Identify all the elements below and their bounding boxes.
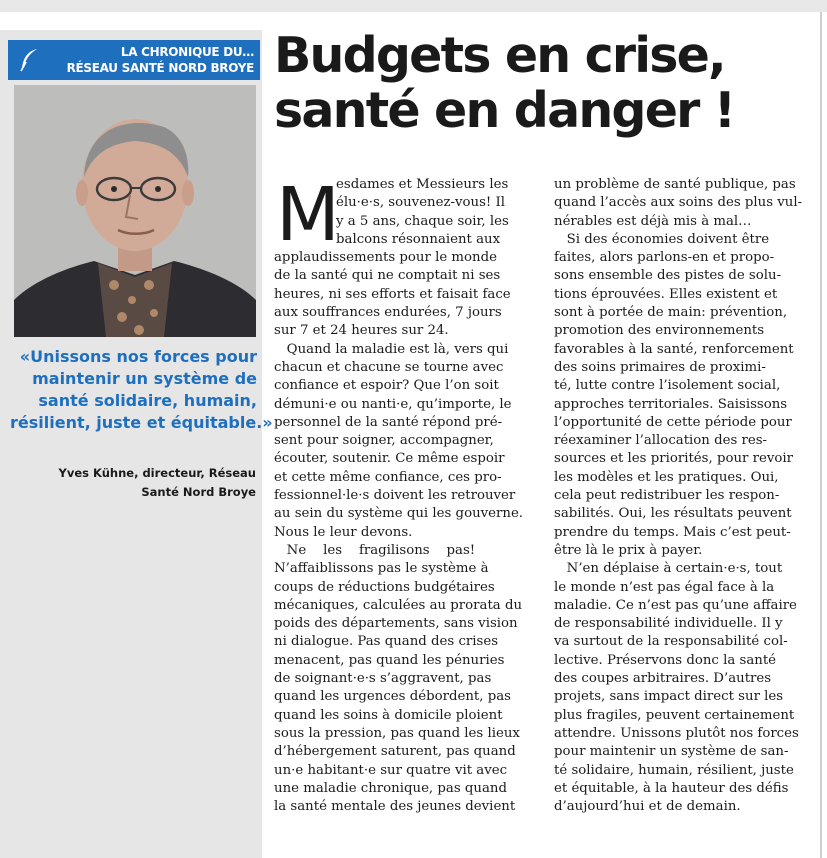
article-line: maladie. Ce n’est pas qu’une affaire (554, 597, 797, 613)
article-line: lective. Préservons donc la santé (554, 652, 777, 668)
article-line: tions éprouvées. Elles existent et (554, 286, 778, 302)
article-line: quand l’accès aux soins des plus vul- (554, 195, 803, 211)
article-line: té, lutte contre l’isolement social, (554, 378, 781, 394)
article-line: sent pour soigner, accompagner, (274, 433, 494, 449)
article-line: des soins primaires de proximi- (554, 359, 766, 375)
article-line: ni dialogue. Pas quand des crises (274, 634, 499, 650)
column-rule (820, 12, 822, 858)
feather-quill-icon (18, 48, 40, 72)
article-line: les modèles et les pratiques. Oui, (554, 469, 779, 485)
article-line: sont à portée de main: prévention, (554, 305, 788, 321)
article-line: le monde n’est pas égal face à la (554, 579, 775, 595)
article-line: d’hébergement saturent, pas quand (274, 744, 516, 760)
article-line: de la santé qui ne comptait ni ses (274, 268, 501, 284)
article-line: faites, alors parlons-en et propo- (554, 250, 775, 266)
article-line: Si des économies doivent être (554, 231, 770, 247)
article-line: heures, ni ses efforts et faisait face (274, 286, 511, 302)
article-line: élu·e·s, souvenez-vous! Il (336, 195, 505, 211)
article-column-2 (554, 176, 816, 816)
quote-line: maintenir un système de (32, 369, 257, 388)
banner-line-1: LA CHRONIQUE DU… (120, 45, 254, 59)
article-line: y a 5 ans, chaque soir, les (336, 213, 509, 229)
article-line: sabilités. Oui, les résultats peuvent (554, 506, 792, 522)
article-line: de responsabilité individuelle. Il y (554, 616, 783, 632)
article-line: sous la pression, pas quand les lieux (274, 725, 520, 741)
article-line: fessionnel·le·s doivent les retrouver (274, 488, 516, 504)
article-line: esdames et Messieurs les (336, 177, 509, 192)
author-line: Yves Kühne, directeur, Réseau (58, 466, 256, 480)
article-line: aux souffrances endurées, 7 jours (274, 305, 502, 321)
article-line: au sein du système qui les gouverne. (274, 506, 524, 522)
headline (274, 28, 814, 138)
quote-line: santé solidaire, humain, (38, 391, 257, 410)
article-line: poids des départements, sans vision (274, 616, 518, 632)
author-credit (10, 464, 256, 502)
article-line: N’affaiblissons pas le système à (274, 561, 489, 577)
article-line: favorables à la santé, renforcement (554, 341, 794, 357)
article-line: pour maintenir un système de san- (554, 744, 789, 760)
article-line: écouter, soutenir. Ce même espoir (274, 451, 505, 467)
author-line: Santé Nord Broye (141, 485, 256, 499)
article-line: N’en déplaise à certain·e·s, tout (554, 561, 783, 577)
article-line: promotion des environnements (554, 323, 765, 339)
article-line: une maladie chronique, pas quand (274, 780, 507, 796)
article-line: Quand la maladie est là, vers qui (274, 341, 509, 357)
article-line: balcons résonnaient aux (336, 231, 501, 247)
article-line: et cette même confiance, ces pro- (274, 469, 502, 485)
article-line: sources et les priorités, pour revoir (554, 451, 793, 467)
article-line: un problème de santé publique, pas (554, 177, 796, 192)
article-line: projets, sans impact direct sur les (554, 689, 784, 705)
article-line: sur 7 et 24 heures sur 24. (274, 323, 449, 339)
article-line: menacent, pas quand les pénuries (274, 652, 505, 668)
article-line: attendre. Unissons plutôt nos forces (554, 725, 799, 741)
quote-line: résilient, juste et équitable.» (10, 413, 273, 432)
top-border (0, 0, 827, 12)
article-line: confiance et espoir? Que l’on soit (274, 378, 499, 394)
article-line: un·e habitant·e sur quatre vit avec (274, 762, 508, 778)
article-line: quand les urgences débordent, pas (274, 689, 511, 705)
article-line: nérables est déjà mis à mal… (554, 213, 752, 229)
article-line: d’aujourd’hui et de demain. (554, 799, 741, 815)
article-line: mécaniques, calculées au prorata du (274, 597, 523, 613)
article-line: applaudissements pour le monde (274, 250, 497, 266)
article-line: la santé mentale des jeunes devient (274, 799, 516, 815)
author-photo (14, 85, 256, 337)
banner-line-2: RÉSEAU SANTÉ NORD BROYE (66, 61, 254, 75)
article-line: approches territoriales. Saisissons (554, 396, 788, 412)
article-line: quand les soins à domicile ploient (274, 707, 503, 723)
article-line: de soignant·e·s s’aggravent, pas (274, 671, 492, 687)
chronicle-banner (8, 40, 260, 80)
article-line: cela peut redistribuer les respon- (554, 488, 780, 504)
article-line: Nous le leur devons. (274, 524, 413, 540)
article-line: réexaminer l’allocation des res- (554, 433, 768, 449)
article-line: l’opportunité de cette période pour (554, 414, 792, 430)
article-line: coups de réductions budgétaires (274, 579, 495, 595)
headline-line: Budgets en crise, (274, 27, 725, 84)
article-line: plus fragiles, peuvent certainement (554, 707, 795, 723)
drop-cap: M (276, 172, 340, 258)
article-line: personnel de la santé répond pré- (274, 414, 503, 430)
headline-line: santé en danger ! (274, 82, 735, 139)
article-line: et équitable, à la hauteur des défis (554, 780, 789, 796)
article-line: té solidaire, humain, résilient, juste (554, 762, 794, 778)
article-column-1 (274, 172, 538, 816)
article-line: être là le prix à payer. (554, 542, 703, 558)
article-line: Ne les fragilisons pas! (274, 542, 476, 558)
quote-line: «Unissons nos forces pour (19, 347, 257, 366)
article-line: des coupes arbitraires. D’autres (554, 671, 772, 687)
article-line: va surtout de la responsabilité col- (554, 634, 788, 650)
article-line: prendre du temps. Mais c’est peut- (554, 524, 791, 540)
article-line: sons ensemble des pistes de solu- (554, 268, 782, 284)
article-line: chacun et chacune se tourne avec (274, 359, 504, 375)
article-line: démuni·e ou nanti·e, qu’importe, le (274, 396, 512, 412)
pull-quote (10, 346, 273, 434)
